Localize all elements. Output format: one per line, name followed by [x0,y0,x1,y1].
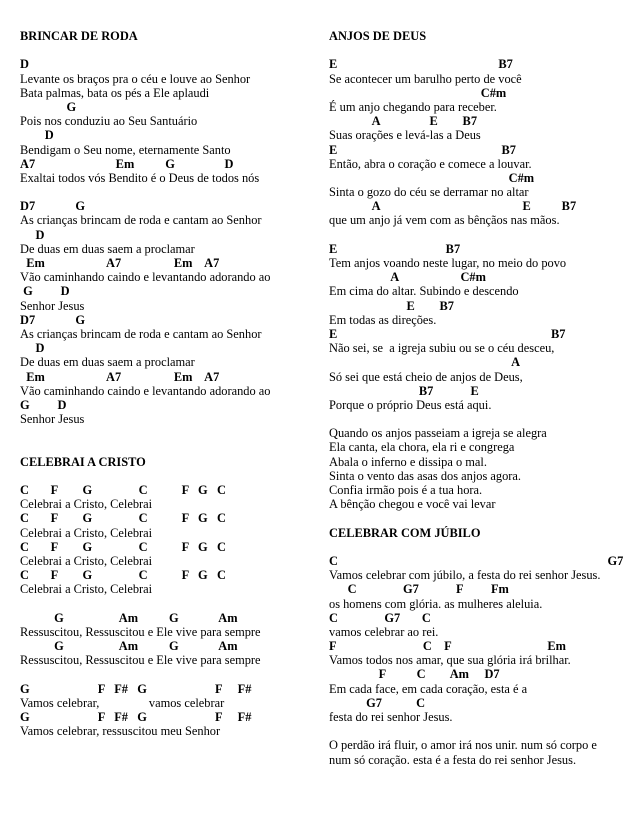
chord-line: E B7 [329,298,454,313]
chord-line: A7 Em G D [20,156,234,171]
lyric-line: Em cada face, em cada coração, esta é a [329,681,528,696]
lyric-line: Celebrai a Cristo, Celebrai [20,525,153,540]
lyric-line: Bata palmas, bata os pés a Ele aplaudi [20,85,210,100]
lyric-line: Vamos todos nos amar, que sua glória irá brilhar. [329,653,571,668]
chord-line: A E B7 [329,199,577,214]
chord-line: D [20,128,54,143]
chord-line: D [20,341,45,356]
chord-line: C F G C F G C [20,568,226,583]
chord-line: C#m [329,85,507,100]
chord-line: B7 E [329,383,479,398]
lyric-line: Senhor Jesus [20,412,85,427]
lyric-line: Exaltai todos vós Bendito é o Deus de todos nós [20,170,260,185]
chord-line: C G7 C [329,610,431,625]
chord-line: C#m [329,170,535,185]
blank-line [329,724,628,738]
lyric-line: As crianças brincam de roda e cantam ao Senhor [20,326,262,341]
blank-line [329,228,628,242]
left-column [20,29,315,738]
lyric-line: Ressuscitou, Ressuscitou e Ele vive para sempre [20,653,261,668]
song-title: CELEBRAI A CRISTO [20,454,146,469]
lyric-line: Levante os braços pra o céu e louve ao Senhor [20,71,251,86]
lyric-line: Ela canta, ela chora, ela ri e congrega [329,440,515,455]
lyric-line: Se acontecer um barulho perto de você [329,71,522,86]
chord-line: G D [20,397,67,412]
chord-line: D [20,227,45,242]
lyric-line: Vão caminhando caindo e levantando adorando ao [20,383,271,398]
blank-line [329,412,628,426]
right-column [329,29,628,767]
chord-line: Em A7 Em A7 [20,256,220,270]
lyric-line: Em cima do altar. Subindo e descendo [329,284,519,299]
chord-line: D7 G [20,199,86,214]
lyric-line: Quando os anjos passeiam a igreja se alegra [329,426,547,441]
lyric-line: Bendigam o Seu nome, eternamente Santo [20,142,231,157]
song-title: BRINCAR DE RODA [20,29,138,43]
lyric-line: Celebrai a Cristo, Celebrai [20,497,153,512]
lyric-line: Então, abra o coração e comece a louvar. [329,156,532,171]
lyric-line: É um anjo chegando para receber. [329,99,497,114]
lyric-line: A bênção chegou e você vai levar [329,497,496,512]
chord-line: C G7 [329,553,624,568]
chord-line: G7 C [329,695,426,710]
chord-line: D [20,57,29,72]
chord-line: F C F Em [329,639,566,654]
lyric-line: Ressuscitou, Ressuscitou e Ele vive para sempre [20,624,261,639]
blank-line [329,43,628,57]
blank-line [20,469,315,483]
lyric-line: Pois nos conduziu ao Seu Santuário [20,114,198,129]
song-title: CELEBRAR COM JÚBILO [329,525,481,540]
chord-line: C F G C F G C [20,539,226,554]
lyric-line: Vamos celebrar, ressuscitou meu Senhor [20,724,221,739]
chord-line: E B7 [329,142,516,157]
blank-line [20,426,315,440]
lyric-line: Abala o inferno e dissipa o mal. [329,454,487,469]
lyric-line: Vamos celebrar com júbilo, a festa do rei senhor Jesus. [329,568,601,583]
chord-line: A [329,355,521,370]
chord-line: C G7 F Fm [329,582,509,597]
blank-line [20,43,315,57]
chord-line: A C#m [329,270,486,285]
chord-line: E B7 [329,241,461,256]
lyric-line: Só sei que está cheio de anjos de Deus, [329,369,523,384]
chord-line: F C Am D7 [329,667,500,682]
blank-line [329,511,628,525]
chord-line: C F G C F G C [20,483,226,497]
lyric-line: Sinta o vento das asas dos anjos agora. [329,468,522,483]
blank-line [20,440,315,454]
lyric-line: Não sei, se a igreja subiu ou se o céu desceu, [329,341,555,356]
chord-line: C F G C F G C [20,511,226,526]
blank-line [329,540,628,554]
blank-line [20,185,315,199]
lyric-line: que um anjo já vem com as bênçãos nas mãos. [329,213,560,228]
blank-line [20,667,315,681]
chord-line: G D [20,284,70,299]
chord-line: E B7 [329,326,566,341]
blank-line [20,597,315,611]
song-title: ANJOS DE DEUS [329,29,427,43]
chord-line: A E B7 [329,114,478,129]
chord-line: G F F# G F F# [20,710,252,724]
chord-line: G [20,99,77,114]
lyric-line: Sinta o gozo do céu se derramar no altar [329,185,529,200]
lyric-line: De duas em duas saem a proclamar [20,241,195,256]
lyric-line: Celebrai a Cristo, Celebrai [20,553,153,568]
chord-line: G F F# G F F# [20,681,252,696]
chord-line: E B7 [329,57,513,72]
lyric-line: De duas em duas saem a proclamar [20,355,195,370]
lyric-line: festa do rei senhor Jesus. [329,710,453,724]
lyric-line: Suas orações e levá-las a Deus [329,128,481,143]
lyric-line: num só coração. esta é a festa do rei senhor Jesus. [329,752,577,767]
chord-line: Em A7 Em A7 [20,369,220,384]
lyric-line: os homens com glória. as mulheres aleluia. [329,596,543,611]
chord-line: G Am G Am [20,610,238,625]
lyric-line: Porque o próprio Deus está aqui. [329,397,492,412]
lyric-line: Vamos celebrar, vamos celebrar [20,695,225,710]
lyric-line: Confia irmão pois é a tua hora. [329,483,483,497]
lyric-line: Celebrai a Cristo, Celebrai [20,582,153,597]
lyric-line: Em todas as direções. [329,312,437,327]
lyric-line: Tem anjos voando neste lugar, no meio do povo [329,256,567,270]
lyric-line: As crianças brincam de roda e cantam ao Senhor [20,213,262,228]
chord-line: D7 G [20,312,86,327]
lyric-line: vamos celebrar ao rei. [329,624,439,639]
lyric-line: Vão caminhando caindo e levantando adorando ao [20,270,271,285]
lyric-line: Senhor Jesus [20,298,85,313]
lyric-line: O perdão irá fluir, o amor irá nos unir. num só corpo e [329,738,597,753]
chord-line: G Am G Am [20,639,238,654]
